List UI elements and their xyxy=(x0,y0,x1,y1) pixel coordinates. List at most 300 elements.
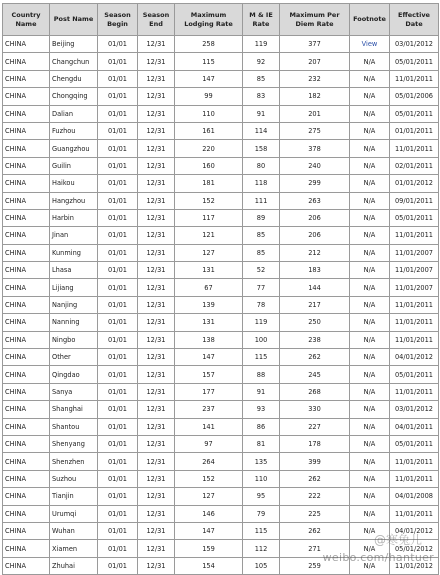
header-row xyxy=(3,4,439,36)
season-end-cell: 12/31 xyxy=(138,418,175,435)
table-row xyxy=(3,366,439,383)
footnote-cell: N/A xyxy=(350,88,390,105)
post-cell: Sanya xyxy=(50,383,98,400)
season-end-cell: 12/31 xyxy=(138,383,175,400)
country-cell: CHINA xyxy=(3,435,50,452)
post-cell: Kunming xyxy=(50,244,98,261)
column-header: Maximum Per Diem Rate xyxy=(280,4,350,36)
mie-rate-cell: 92 xyxy=(243,53,280,70)
per-diem-cell: 299 xyxy=(280,175,350,192)
post-cell: Jinan xyxy=(50,227,98,244)
effective-date-cell: 11/01/2007 xyxy=(390,244,439,261)
footnote-cell: N/A xyxy=(350,296,390,313)
lodging-rate-cell: 177 xyxy=(175,383,243,400)
table-row xyxy=(3,36,439,53)
footnote-cell: N/A xyxy=(350,209,390,226)
season-begin-cell: 01/01 xyxy=(98,105,138,122)
effective-date-cell: 02/01/2011 xyxy=(390,157,439,174)
season-begin-cell: 01/01 xyxy=(98,470,138,487)
mie-rate-cell: 85 xyxy=(243,244,280,261)
effective-date-cell: 05/01/2011 xyxy=(390,435,439,452)
lodging-rate-cell: 237 xyxy=(175,401,243,418)
per-diem-cell: 250 xyxy=(280,314,350,331)
mie-rate-cell: 115 xyxy=(243,349,280,366)
post-cell: Guilin xyxy=(50,157,98,174)
lodging-rate-cell: 127 xyxy=(175,488,243,505)
per-diem-cell: 222 xyxy=(280,488,350,505)
table-row xyxy=(3,418,439,435)
post-cell: Xiamen xyxy=(50,540,98,557)
post-cell: Urumqi xyxy=(50,505,98,522)
season-end-cell: 12/31 xyxy=(138,522,175,539)
season-begin-cell: 01/01 xyxy=(98,349,138,366)
season-end-cell: 12/31 xyxy=(138,331,175,348)
season-begin-cell: 01/01 xyxy=(98,314,138,331)
footnote-cell: N/A xyxy=(350,540,390,557)
per-diem-cell: 378 xyxy=(280,140,350,157)
lodging-rate-cell: 127 xyxy=(175,244,243,261)
country-cell: CHINA xyxy=(3,470,50,487)
season-end-cell: 12/31 xyxy=(138,157,175,174)
post-cell: Lhasa xyxy=(50,262,98,279)
lodging-rate-cell: 131 xyxy=(175,262,243,279)
country-cell: CHINA xyxy=(3,53,50,70)
season-begin-cell: 01/01 xyxy=(98,435,138,452)
post-cell: Nanjing xyxy=(50,296,98,313)
table-row xyxy=(3,157,439,174)
table-row xyxy=(3,227,439,244)
effective-date-cell: 11/01/2007 xyxy=(390,262,439,279)
mie-rate-cell: 91 xyxy=(243,105,280,122)
mie-rate-cell: 88 xyxy=(243,366,280,383)
season-end-cell: 12/31 xyxy=(138,314,175,331)
season-begin-cell: 01/01 xyxy=(98,140,138,157)
table-body xyxy=(3,36,439,575)
mie-rate-cell: 119 xyxy=(243,36,280,53)
country-cell: CHINA xyxy=(3,36,50,53)
post-cell: Shenzhen xyxy=(50,453,98,470)
lodging-rate-cell: 117 xyxy=(175,209,243,226)
country-cell: CHINA xyxy=(3,314,50,331)
season-end-cell: 12/31 xyxy=(138,279,175,296)
lodging-rate-cell: 147 xyxy=(175,70,243,87)
column-header: Country Name xyxy=(3,4,50,36)
season-begin-cell: 01/01 xyxy=(98,418,138,435)
table-row xyxy=(3,279,439,296)
effective-date-cell: 11/01/2007 xyxy=(390,279,439,296)
per-diem-cell: 207 xyxy=(280,53,350,70)
mie-rate-cell: 83 xyxy=(243,88,280,105)
per-diem-cell: 144 xyxy=(280,279,350,296)
lodging-rate-cell: 131 xyxy=(175,314,243,331)
season-end-cell: 12/31 xyxy=(138,105,175,122)
season-begin-cell: 01/01 xyxy=(98,70,138,87)
lodging-rate-cell: 161 xyxy=(175,122,243,139)
country-cell: CHINA xyxy=(3,401,50,418)
effective-date-cell: 11/01/2012 xyxy=(390,557,439,574)
post-cell: Shantou xyxy=(50,418,98,435)
table-row xyxy=(3,192,439,209)
season-end-cell: 12/31 xyxy=(138,540,175,557)
lodging-rate-cell: 121 xyxy=(175,227,243,244)
country-cell: CHINA xyxy=(3,540,50,557)
per-diem-cell: 240 xyxy=(280,157,350,174)
country-cell: CHINA xyxy=(3,296,50,313)
footnote-cell: N/A xyxy=(350,70,390,87)
post-cell: Suzhou xyxy=(50,470,98,487)
season-begin-cell: 01/01 xyxy=(98,488,138,505)
effective-date-cell: 04/01/2012 xyxy=(390,522,439,539)
per-diem-cell: 212 xyxy=(280,244,350,261)
footnote-cell: N/A xyxy=(350,279,390,296)
season-end-cell: 12/31 xyxy=(138,192,175,209)
table-row xyxy=(3,105,439,122)
season-end-cell: 12/31 xyxy=(138,209,175,226)
footnote-cell: N/A xyxy=(350,105,390,122)
country-cell: CHINA xyxy=(3,175,50,192)
table-row xyxy=(3,453,439,470)
per-diem-cell: 206 xyxy=(280,227,350,244)
mie-rate-cell: 110 xyxy=(243,470,280,487)
effective-date-cell: 04/01/2011 xyxy=(390,418,439,435)
per-diem-cell: 201 xyxy=(280,105,350,122)
per-diem-cell: 268 xyxy=(280,383,350,400)
mie-rate-cell: 89 xyxy=(243,209,280,226)
post-cell: Guangzhou xyxy=(50,140,98,157)
lodging-rate-cell: 139 xyxy=(175,296,243,313)
lodging-rate-cell: 67 xyxy=(175,279,243,296)
table-row xyxy=(3,383,439,400)
mie-rate-cell: 119 xyxy=(243,314,280,331)
table-row xyxy=(3,175,439,192)
country-cell: CHINA xyxy=(3,383,50,400)
footnote-cell: N/A xyxy=(350,53,390,70)
per-diem-cell: 399 xyxy=(280,453,350,470)
column-header: Season End xyxy=(138,4,175,36)
column-header: Maximum Lodging Rate xyxy=(175,4,243,36)
mie-rate-cell: 86 xyxy=(243,418,280,435)
post-cell: Lijiang xyxy=(50,279,98,296)
footnote-cell: N/A xyxy=(350,470,390,487)
season-begin-cell: 01/01 xyxy=(98,522,138,539)
table-row xyxy=(3,70,439,87)
country-cell: CHINA xyxy=(3,140,50,157)
per-diem-cell: 262 xyxy=(280,470,350,487)
table-row xyxy=(3,262,439,279)
country-cell: CHINA xyxy=(3,279,50,296)
table-row xyxy=(3,505,439,522)
country-cell: CHINA xyxy=(3,262,50,279)
season-begin-cell: 01/01 xyxy=(98,244,138,261)
table-row xyxy=(3,331,439,348)
lodging-rate-cell: 154 xyxy=(175,557,243,574)
country-cell: CHINA xyxy=(3,453,50,470)
season-end-cell: 12/31 xyxy=(138,122,175,139)
post-cell: Chongqing xyxy=(50,88,98,105)
effective-date-cell: 11/01/2011 xyxy=(390,331,439,348)
per-diem-cell: 271 xyxy=(280,540,350,557)
effective-date-cell: 04/01/2008 xyxy=(390,488,439,505)
footnote-cell: N/A xyxy=(350,401,390,418)
mie-rate-cell: 79 xyxy=(243,505,280,522)
per-diem-cell: 232 xyxy=(280,70,350,87)
lodging-rate-cell: 147 xyxy=(175,522,243,539)
lodging-rate-cell: 97 xyxy=(175,435,243,452)
footnote-cell: N/A xyxy=(350,314,390,331)
footnote-cell: N/A xyxy=(350,140,390,157)
table-row xyxy=(3,296,439,313)
lodging-rate-cell: 138 xyxy=(175,331,243,348)
season-end-cell: 12/31 xyxy=(138,505,175,522)
per-diem-cell: 227 xyxy=(280,418,350,435)
country-cell: CHINA xyxy=(3,209,50,226)
lodging-rate-cell: 115 xyxy=(175,53,243,70)
footnote-cell: N/A xyxy=(350,192,390,209)
footnote-cell: N/A xyxy=(350,366,390,383)
effective-date-cell: 05/01/2011 xyxy=(390,105,439,122)
effective-date-cell: 11/01/2011 xyxy=(390,314,439,331)
effective-date-cell: 11/01/2011 xyxy=(390,383,439,400)
season-end-cell: 12/31 xyxy=(138,470,175,487)
season-begin-cell: 01/01 xyxy=(98,209,138,226)
per-diem-rates-table xyxy=(2,3,439,575)
table-row xyxy=(3,488,439,505)
country-cell: CHINA xyxy=(3,88,50,105)
lodging-rate-cell: 181 xyxy=(175,175,243,192)
effective-date-cell: 01/01/2011 xyxy=(390,122,439,139)
country-cell: CHINA xyxy=(3,192,50,209)
post-cell: Hangzhou xyxy=(50,192,98,209)
season-end-cell: 12/31 xyxy=(138,88,175,105)
column-header: M & IE Rate xyxy=(243,4,280,36)
lodging-rate-cell: 110 xyxy=(175,105,243,122)
season-end-cell: 12/31 xyxy=(138,53,175,70)
effective-date-cell: 11/01/2011 xyxy=(390,296,439,313)
effective-date-cell: 09/01/2011 xyxy=(390,192,439,209)
effective-date-cell: 03/01/2012 xyxy=(390,36,439,53)
mie-rate-cell: 100 xyxy=(243,331,280,348)
effective-date-cell: 04/01/2012 xyxy=(390,349,439,366)
per-diem-cell: 259 xyxy=(280,557,350,574)
post-cell: Chengdu xyxy=(50,70,98,87)
season-end-cell: 12/31 xyxy=(138,401,175,418)
table-row xyxy=(3,140,439,157)
country-cell: CHINA xyxy=(3,488,50,505)
country-cell: CHINA xyxy=(3,505,50,522)
season-end-cell: 12/31 xyxy=(138,366,175,383)
mie-rate-cell: 118 xyxy=(243,175,280,192)
footnote-cell: N/A xyxy=(350,505,390,522)
country-cell: CHINA xyxy=(3,122,50,139)
season-begin-cell: 01/01 xyxy=(98,540,138,557)
column-header: Footnote xyxy=(350,4,390,36)
footnote-cell: N/A xyxy=(350,557,390,574)
effective-date-cell: 11/01/2011 xyxy=(390,505,439,522)
lodging-rate-cell: 157 xyxy=(175,366,243,383)
per-diem-cell: 330 xyxy=(280,401,350,418)
season-begin-cell: 01/01 xyxy=(98,122,138,139)
country-cell: CHINA xyxy=(3,366,50,383)
table-row xyxy=(3,209,439,226)
per-diem-cell: 217 xyxy=(280,296,350,313)
mie-rate-cell: 81 xyxy=(243,435,280,452)
table-row xyxy=(3,349,439,366)
per-diem-cell: 377 xyxy=(280,36,350,53)
footnote-cell: N/A xyxy=(350,453,390,470)
per-diem-cell: 182 xyxy=(280,88,350,105)
watermark: weibo.com/hantuer xyxy=(322,551,434,564)
effective-date-cell: 05/01/2011 xyxy=(390,209,439,226)
post-cell: Tianjin xyxy=(50,488,98,505)
post-cell: Shenyang xyxy=(50,435,98,452)
table-row xyxy=(3,314,439,331)
mie-rate-cell: 85 xyxy=(243,227,280,244)
table-header xyxy=(3,4,439,36)
footnote-cell: N/A xyxy=(350,383,390,400)
season-end-cell: 12/31 xyxy=(138,557,175,574)
country-cell: CHINA xyxy=(3,70,50,87)
lodging-rate-cell: 258 xyxy=(175,36,243,53)
season-begin-cell: 01/01 xyxy=(98,157,138,174)
mie-rate-cell: 135 xyxy=(243,453,280,470)
effective-date-cell: 05/01/2012 xyxy=(390,540,439,557)
per-diem-cell: 178 xyxy=(280,435,350,452)
mie-rate-cell: 77 xyxy=(243,279,280,296)
mie-rate-cell: 111 xyxy=(243,192,280,209)
lodging-rate-cell: 264 xyxy=(175,453,243,470)
per-diem-cell: 262 xyxy=(280,349,350,366)
season-begin-cell: 01/01 xyxy=(98,262,138,279)
mie-rate-cell: 80 xyxy=(243,157,280,174)
season-begin-cell: 01/01 xyxy=(98,331,138,348)
season-begin-cell: 01/01 xyxy=(98,453,138,470)
lodging-rate-cell: 220 xyxy=(175,140,243,157)
season-end-cell: 12/31 xyxy=(138,140,175,157)
season-begin-cell: 01/01 xyxy=(98,505,138,522)
country-cell: CHINA xyxy=(3,227,50,244)
per-diem-cell: 183 xyxy=(280,262,350,279)
per-diem-cell: 263 xyxy=(280,192,350,209)
lodging-rate-cell: 147 xyxy=(175,349,243,366)
season-end-cell: 12/31 xyxy=(138,453,175,470)
season-end-cell: 12/31 xyxy=(138,175,175,192)
season-end-cell: 12/31 xyxy=(138,70,175,87)
table-row xyxy=(3,470,439,487)
post-cell: Qingdao xyxy=(50,366,98,383)
post-cell: Zhuhai xyxy=(50,557,98,574)
mie-rate-cell: 85 xyxy=(243,70,280,87)
season-begin-cell: 01/01 xyxy=(98,557,138,574)
post-cell: Other xyxy=(50,349,98,366)
footnote-cell: N/A xyxy=(350,175,390,192)
season-end-cell: 12/31 xyxy=(138,349,175,366)
per-diem-cell: 245 xyxy=(280,366,350,383)
effective-date-cell: 11/01/2011 xyxy=(390,453,439,470)
country-cell: CHINA xyxy=(3,418,50,435)
lodging-rate-cell: 159 xyxy=(175,540,243,557)
mie-rate-cell: 115 xyxy=(243,522,280,539)
table-row xyxy=(3,122,439,139)
table-row xyxy=(3,401,439,418)
lodging-rate-cell: 146 xyxy=(175,505,243,522)
lodging-rate-cell: 152 xyxy=(175,470,243,487)
mie-rate-cell: 95 xyxy=(243,488,280,505)
mie-rate-cell: 78 xyxy=(243,296,280,313)
per-diem-cell: 206 xyxy=(280,209,350,226)
country-cell: CHINA xyxy=(3,522,50,539)
footnote-cell: N/A xyxy=(350,435,390,452)
post-cell: Shanghai xyxy=(50,401,98,418)
lodging-rate-cell: 160 xyxy=(175,157,243,174)
table-row xyxy=(3,53,439,70)
per-diem-cell: 238 xyxy=(280,331,350,348)
footnote-cell: N/A xyxy=(350,488,390,505)
season-end-cell: 12/31 xyxy=(138,488,175,505)
table-row xyxy=(3,244,439,261)
post-cell: Dalian xyxy=(50,105,98,122)
post-cell: Ningbo xyxy=(50,331,98,348)
season-begin-cell: 01/01 xyxy=(98,401,138,418)
post-cell: Nanning xyxy=(50,314,98,331)
mie-rate-cell: 112 xyxy=(243,540,280,557)
season-begin-cell: 01/01 xyxy=(98,175,138,192)
effective-date-cell: 05/01/2011 xyxy=(390,53,439,70)
season-end-cell: 12/31 xyxy=(138,227,175,244)
footnote-cell: N/A xyxy=(350,244,390,261)
per-diem-cell: 225 xyxy=(280,505,350,522)
table-row xyxy=(3,88,439,105)
season-begin-cell: 01/01 xyxy=(98,383,138,400)
season-end-cell: 12/31 xyxy=(138,244,175,261)
mie-rate-cell: 105 xyxy=(243,557,280,574)
mie-rate-cell: 114 xyxy=(243,122,280,139)
effective-date-cell: 05/01/2011 xyxy=(390,366,439,383)
country-cell: CHINA xyxy=(3,331,50,348)
country-cell: CHINA xyxy=(3,557,50,574)
post-cell: Harbin xyxy=(50,209,98,226)
column-header: Season Begin xyxy=(98,4,138,36)
post-cell: Changchun xyxy=(50,53,98,70)
post-cell: Fuzhou xyxy=(50,122,98,139)
footnote-cell: N/A xyxy=(350,349,390,366)
post-cell: Haikou xyxy=(50,175,98,192)
season-begin-cell: 01/01 xyxy=(98,227,138,244)
footnote-cell: N/A xyxy=(350,262,390,279)
season-begin-cell: 01/01 xyxy=(98,53,138,70)
post-cell: Beijing xyxy=(50,36,98,53)
country-cell: CHINA xyxy=(3,349,50,366)
lodging-rate-cell: 99 xyxy=(175,88,243,105)
season-end-cell: 12/31 xyxy=(138,296,175,313)
per-diem-cell: 262 xyxy=(280,522,350,539)
season-begin-cell: 01/01 xyxy=(98,366,138,383)
effective-date-cell: 11/01/2011 xyxy=(390,227,439,244)
footnote-cell: N/A xyxy=(350,331,390,348)
effective-date-cell: 11/01/2011 xyxy=(390,470,439,487)
footnote-cell: N/A xyxy=(350,418,390,435)
watermark-handle: @寒兔儿 xyxy=(373,533,422,547)
season-begin-cell: 01/01 xyxy=(98,279,138,296)
season-end-cell: 12/31 xyxy=(138,435,175,452)
effective-date-cell: 03/01/2012 xyxy=(390,401,439,418)
country-cell: CHINA xyxy=(3,157,50,174)
footnote-view-link[interactable]: View xyxy=(350,36,390,53)
footnote-cell: N/A xyxy=(350,227,390,244)
season-end-cell: 12/31 xyxy=(138,262,175,279)
column-header: Effective Date xyxy=(390,4,439,36)
season-begin-cell: 01/01 xyxy=(98,296,138,313)
mie-rate-cell: 91 xyxy=(243,383,280,400)
